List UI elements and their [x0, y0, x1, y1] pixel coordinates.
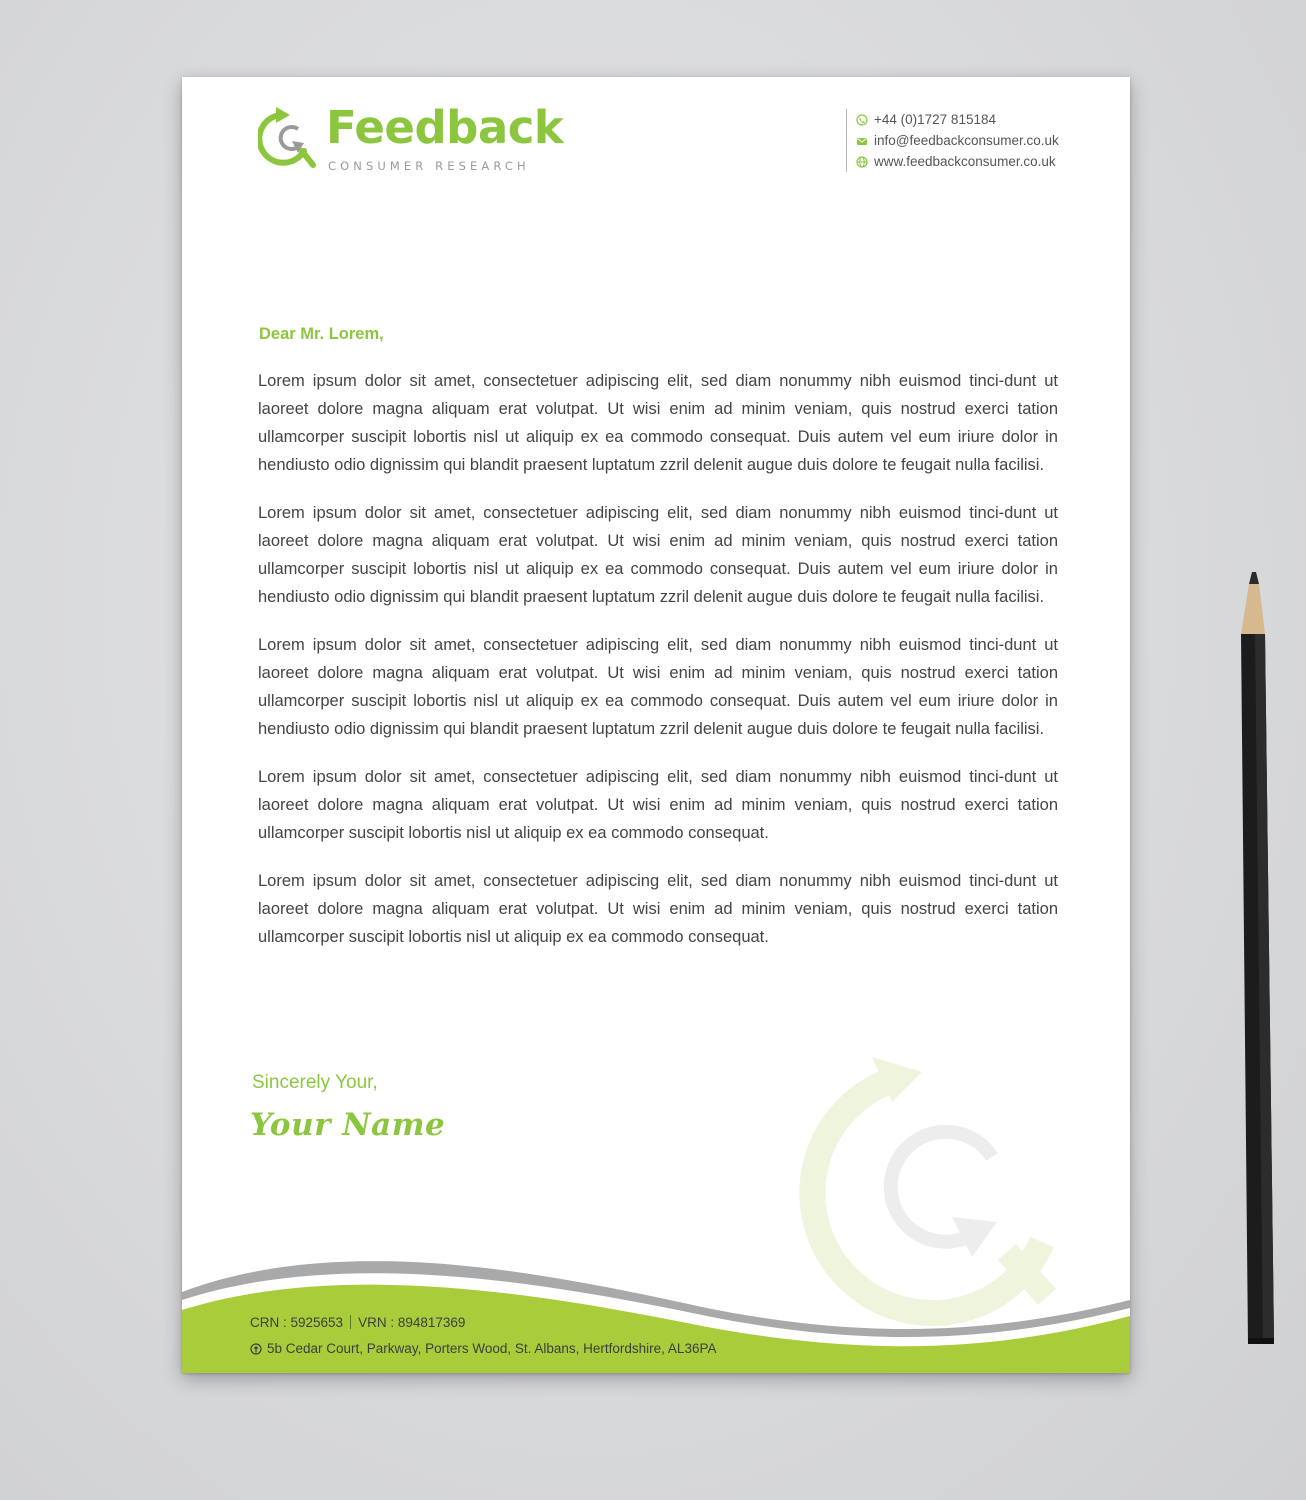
letter-paragraph: Lorem ipsum dolor sit amet, consectetuer adipiscing elit, sed diam nonummy nibh euismod tinci-dunt ut laoreet dolore magna aliquam erat volutpat. Ut wisi enim ad minim veniam, quis nostrud exerci tation ullamcorper suscipit lobortis nisl ut aliquip ex ea commodo consequat. Duis autem vel eum iriure dolor in hendiusto odio dignissim qui blandit praesent luptatum zzril delenit augue duis dolore te feugait nulla facilisi.	[258, 372, 1058, 474]
footer-address: 5b Cedar Court, Parkway, Porters Wood, St. Albans, Hertfordshire, AL36PA	[267, 1341, 717, 1356]
contact-email-row	[856, 130, 1059, 151]
footer-address-row	[250, 1341, 716, 1356]
letter-paragraph: Lorem ipsum dolor sit amet, consectetuer adipiscing elit, sed diam nonummy nibh euismod tinci-dunt ut laoreet dolore magna aliquam erat volutpat. Ut wisi enim ad minim veniam, quis nostrud exerci tation ullamcorper suscipit lobortis nisl ut aliquip ex ea commodo consequat. Duis autem vel eum iriure dolor in hendiusto odio dignissim qui blandit praesent luptatum zzril delenit augue duis dolore te feugait nulla facilisi.	[258, 504, 1058, 606]
letter-signature: Your Name	[250, 1107, 446, 1143]
envelope-icon	[856, 135, 868, 147]
footer-divider	[350, 1315, 351, 1329]
phone-icon	[856, 114, 868, 126]
letter-paragraph: Lorem ipsum dolor sit amet, consectetuer adipiscing elit, sed diam nonummy nibh euismod tinci-dunt ut laoreet dolore magna aliquam erat volutpat. Ut wisi enim ad minim veniam, quis nostrud exerci tation ullamcorper suscipit lobortis nisl ut aliquip ex ea commodo consequat.	[258, 872, 1058, 946]
brand-logo	[258, 103, 588, 175]
brand-tagline: CONSUMER RESEARCH	[328, 159, 530, 173]
contact-block	[846, 109, 1059, 172]
globe-icon	[856, 156, 868, 168]
letter-paragraph: Lorem ipsum dolor sit amet, consectetuer adipiscing elit, sed diam nonummy nibh euismod tinci-dunt ut laoreet dolore magna aliquam erat volutpat. Ut wisi enim ad minim veniam, quis nostrud exerci tation ullamcorper suscipit lobortis nisl ut aliquip ex ea commodo consequat. Duis autem vel eum iriure dolor in hendiusto odio dignissim qui blandit praesent luptatum zzril delenit augue duis dolore te feugait nulla facilisi.	[258, 636, 1058, 738]
footer-registration	[250, 1315, 465, 1330]
contact-email[interactable]: info@feedbackconsumer.co.uk	[874, 133, 1059, 148]
letterhead-page	[182, 77, 1130, 1373]
letter-closing: Sincerely Your,	[252, 1072, 378, 1093]
contact-website[interactable]: www.feedbackconsumer.co.uk	[874, 154, 1056, 169]
pencil	[1225, 572, 1285, 1352]
location-pin-icon	[250, 1343, 262, 1355]
feedback-logo-mark-icon	[258, 105, 322, 171]
footer-crn: CRN : 5925653	[250, 1315, 344, 1330]
letter-body	[258, 367, 1058, 971]
contact-phone[interactable]: +44 (0)1727 815184	[874, 112, 996, 127]
contact-phone-row	[856, 109, 1059, 130]
letter-paragraph: Lorem ipsum dolor sit amet, consectetuer adipiscing elit, sed diam nonummy nibh euismod tinci-dunt ut laoreet dolore magna aliquam erat volutpat. Ut wisi enim ad minim veniam, quis nostrud exerci tation ullamcorper suscipit lobortis nisl ut aliquip ex ea commodo consequat.	[258, 768, 1058, 842]
brand-name: Feedback	[326, 101, 564, 154]
footer-vrn: VRN : 894817369	[358, 1315, 466, 1330]
contact-website-row	[856, 151, 1059, 172]
letter-greeting: Dear Mr. Lorem,	[259, 325, 384, 343]
